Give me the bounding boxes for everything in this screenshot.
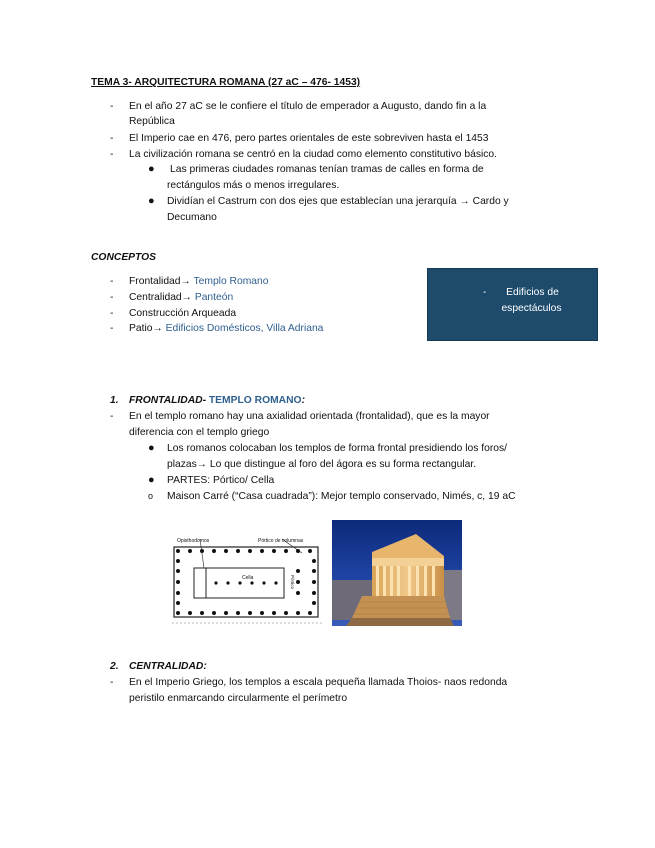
sub-list-item: Dividían el Castrum con dos ejes que establecían una jerarquía → Cardo y bbox=[167, 196, 509, 207]
dash-marker: - bbox=[110, 677, 114, 688]
circle-marker: o bbox=[148, 491, 154, 501]
sub-list-item-cont: rectángulos más o menos irregulares. bbox=[167, 180, 340, 191]
temple-plan-svg bbox=[172, 535, 322, 630]
section1-item-cont: diferencia con el templo griego bbox=[129, 427, 270, 438]
section2-item: En el Imperio Griego, los templos a escala pequeña llamada Thoios- naos redonda bbox=[129, 677, 508, 688]
sub-list-item: Las primeras ciudades romanas tenían tramas de calles en forma de bbox=[170, 164, 484, 175]
plan-label-portico-columnas: Pórtico de columnas bbox=[258, 538, 304, 544]
bullet-marker: ● bbox=[148, 195, 155, 207]
sub-list-item-cont: Decumano bbox=[167, 212, 217, 223]
dash-marker: - bbox=[110, 133, 114, 144]
section1-subitem: Maison Carré (“Casa cuadrada”): Mejor templo conservado, Nimés, c, 19 aC bbox=[167, 491, 516, 502]
section1-heading-colon: : bbox=[301, 395, 305, 406]
section1-heading bbox=[129, 395, 305, 406]
plan-label-cella: Cella bbox=[242, 575, 254, 581]
section1-subitem-cont: plazas→ Lo que distingue al foro del ágora es su forma rectangular. bbox=[167, 459, 477, 470]
bullet-marker: ● bbox=[148, 163, 155, 175]
section1-number: 1. bbox=[110, 395, 119, 406]
section1-heading-text: FRONTALIDAD- bbox=[129, 395, 209, 406]
conceptos-heading: CONCEPTOS bbox=[91, 252, 157, 263]
concepto-label: Centralidad→ bbox=[129, 292, 195, 303]
concepto-item bbox=[129, 276, 268, 287]
concepto-label: Construcción Arqueada bbox=[129, 308, 237, 319]
dash-marker: - bbox=[110, 292, 114, 303]
plan-label-portico: Pórtico bbox=[290, 575, 295, 590]
bullet-marker: ● bbox=[148, 474, 155, 486]
concepto-link-edificios-domesticos[interactable]: Edificios Domésticos, Villa Adriana bbox=[165, 323, 324, 334]
dash-marker: - bbox=[110, 308, 114, 319]
dash-marker: - bbox=[110, 323, 114, 334]
section2-number: 2. bbox=[110, 661, 119, 672]
dash-marker: - bbox=[110, 101, 114, 112]
concepto-item bbox=[129, 308, 236, 319]
concepto-item bbox=[129, 292, 233, 303]
list-item: El Imperio cae en 476, pero partes orientales de este sobreviven hasta el 1453 bbox=[129, 133, 489, 144]
temple-plan-diagram bbox=[172, 535, 322, 630]
dash-marker: - bbox=[110, 149, 114, 160]
dash-marker: - bbox=[110, 411, 114, 422]
page-title: TEMA 3- ARQUITECTURA ROMANA (27 aC – 476- 1453) bbox=[91, 77, 361, 88]
list-item: La civilización romana se centró en la ciudad como elemento constitutivo básico. bbox=[129, 149, 498, 160]
concepto-label: Patio→ bbox=[129, 323, 166, 334]
section1-item: En el templo romano hay una axialidad orientada (frontalidad), que es la mayor bbox=[129, 411, 490, 422]
concepto-label: Frontalidad→ bbox=[129, 276, 194, 287]
dash-marker: - bbox=[110, 276, 114, 287]
maison-carree-svg bbox=[332, 520, 462, 626]
section2-item-cont: peristilo enmarcando circularmente el perímetro bbox=[129, 693, 348, 704]
maison-carree-photo bbox=[332, 520, 462, 626]
list-item: En el año 27 aC se le confiere el título de emperador a Augusto, dando fin a la bbox=[129, 101, 487, 112]
edificios-espectaculos-box bbox=[427, 268, 598, 341]
box-line1: Edificios de bbox=[506, 287, 559, 298]
concepto-link-panteon[interactable]: Panteón bbox=[194, 292, 234, 303]
section1-subitem: PARTES: Pórtico/ Cella bbox=[167, 475, 275, 486]
bullet-marker: ● bbox=[148, 442, 155, 454]
concepto-link-templo-romano[interactable]: Templo Romano bbox=[193, 276, 269, 287]
section1-subitem: Los romanos colocaban los templos de forma frontal presidiendo los foros/ bbox=[167, 443, 507, 454]
box-line2: espectáculos bbox=[501, 303, 562, 314]
section1-heading-link[interactable]: TEMPLO ROMANO bbox=[208, 395, 302, 406]
concepto-item bbox=[129, 323, 323, 334]
box-dash: - bbox=[483, 287, 487, 298]
plan-label-opisthodomos: Opisthodomos bbox=[177, 538, 210, 544]
list-item-cont: República bbox=[129, 116, 175, 127]
section2-heading: CENTRALIDAD: bbox=[129, 661, 207, 672]
